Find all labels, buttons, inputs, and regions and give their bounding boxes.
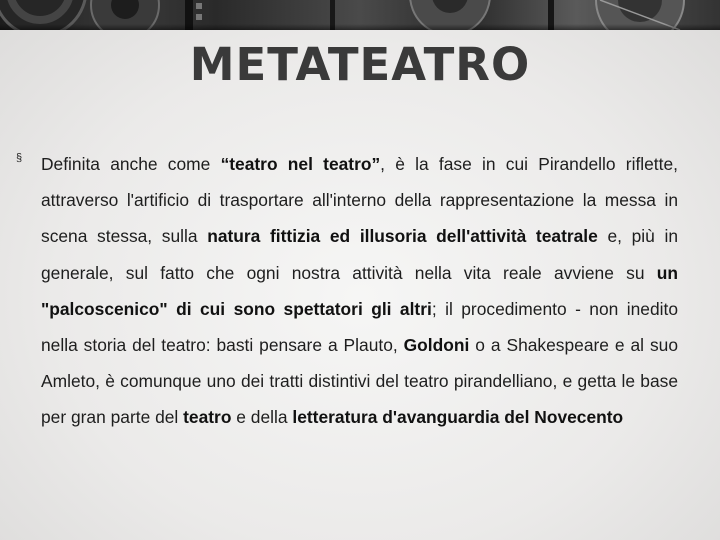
body-paragraph [41,146,678,436]
bold-run: teatro [183,407,232,428]
bold-run: Goldoni [403,335,470,356]
slide-title: METATEATRO [189,38,531,91]
slide-body [16,146,678,436]
bullet-marker: § [16,152,23,164]
bold-run: un "palcoscenico" di cui sono spettatori gli altri [41,262,678,319]
header-banner-image [0,0,720,30]
text-run: ; il procedimento - non inedito nella storia del teatro: basti pensare a Plauto, [41,298,678,356]
bold-run: “teatro nel teatro” [220,154,381,174]
bold-run: natura fittizia ed illusoria dell'attività teatrale [207,226,598,247]
text-run: o a Shakespeare e al suo Amleto, è comunque uno dei tratti distintivi del teatro pirandelliano, e getta le base per gran parte del [41,335,678,428]
banner-shadow [0,24,720,30]
text-run: e della [231,407,293,428]
text-run: e, più in generale, sul fatto che ogni nostra attività nella vita reale avviene su [41,226,678,283]
bold-run: letteratura d'avanguardia del Novecento [292,407,624,428]
text-run: Definita anche come [41,154,221,174]
text-run: , è la fase in cui Pirandello riflette, attraverso l'artificio di trasportare all'interno della rappresentazione la messa in scena stessa, sulla [41,154,678,247]
